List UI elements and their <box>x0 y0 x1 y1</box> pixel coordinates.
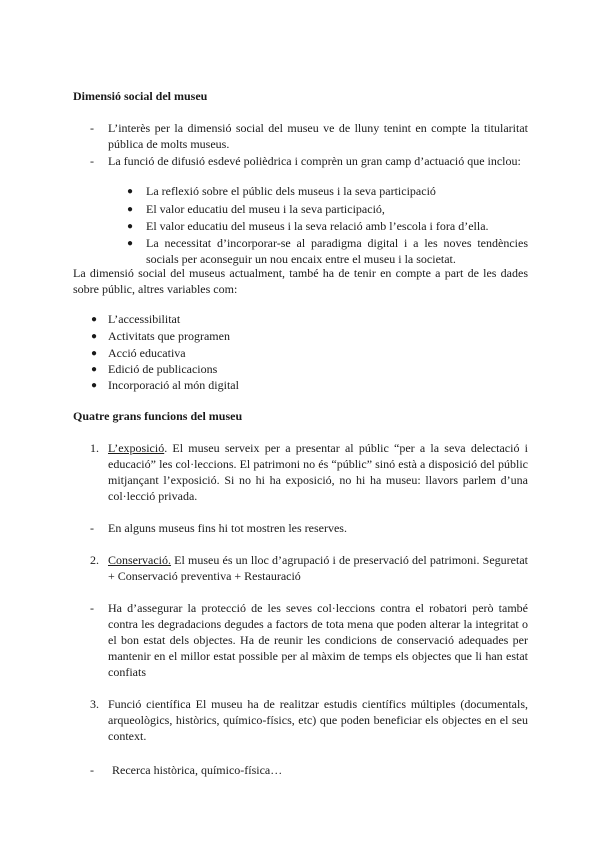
bullet-marker: ● <box>127 221 134 232</box>
bullet-marker: ● <box>127 186 134 197</box>
bullet-marker: ● <box>91 364 98 375</box>
dash-item: La funció de difusió esdevé polièdrica i comprèn un gran camp d’actuació que inclou: <box>108 154 521 168</box>
function-title: L’exposició <box>108 441 165 455</box>
bullet-marker: ● <box>91 348 98 359</box>
section-heading-functions: Quatre grans funcions del museu <box>73 409 243 423</box>
list-item: Edició de publicacions <box>108 362 218 376</box>
list-item: La necessitat d’incorporar-se al paradigma digital i a les noves tendències socials per aconseguir un nou encaix entre el museu i la societat. <box>146 236 528 266</box>
bullet-marker: ● <box>91 380 98 391</box>
list-item: El valor educatiu del museus i la seva relació amb l’escola i fora d’ella. <box>146 219 489 233</box>
dash-marker: - <box>90 154 94 168</box>
paragraph: La dimensió social del museus actualment, també ha de tenir en compte a part de les dades sobre públic, altres variables com: <box>73 266 528 296</box>
function-item: Funció científica El museu ha de realitzar estudis científics múltiples (documentals, arqueològics, històrics, químico-físics, etc) que poden beneficiar els objectes en el seu context. <box>108 697 528 743</box>
dash-item: L’interès per la dimensió social del museu ve de lluny tenint en compte la titularitat pública de molts museus. <box>108 121 528 151</box>
list-number: 3. <box>90 697 99 711</box>
list-number: 2. <box>90 553 99 567</box>
section-heading-social: Dimensió social del museu <box>73 89 208 103</box>
function-title: Conservació. <box>108 553 171 567</box>
dash-marker: - <box>90 521 94 535</box>
list-item: La reflexió sobre el públic dels museus i la seva participació <box>146 184 436 198</box>
function-text: El museu és un lloc d’agrupació i de preservació del patrimoni. Seguretat + Conservació preventiva + Restauració <box>108 553 528 583</box>
bullet-marker: ● <box>91 331 98 342</box>
bullet-marker: ● <box>127 238 134 249</box>
list-number: 1. <box>90 441 99 455</box>
list-item: Acció educativa <box>108 346 186 360</box>
list-item: L’accessibilitat <box>108 312 181 326</box>
list-item: Activitats que programen <box>108 329 230 343</box>
bullet-marker: ● <box>91 314 98 325</box>
list-item: Incorporació al món digital <box>108 378 239 392</box>
function-text: . El museu serveix per a presentar al públic “per a la seva delectació i educació” les col·leccions. El patrimoni no és “públic” sinó està a disposició del públic mitjançant l’exposició. Si no hi ha exposició, no hi ha museu: llavors parlem d’una col·lecció privada. <box>108 441 528 503</box>
dash-marker: - <box>90 601 94 615</box>
bullet-marker: ● <box>127 204 134 215</box>
list-item: El valor educatiu del museu i la seva participació, <box>146 202 385 216</box>
function-item <box>108 552 528 584</box>
dash-item: Recerca històrica, químico-física… <box>112 763 283 777</box>
dash-item: En alguns museus fins hi tot mostren les reserves. <box>108 521 347 535</box>
dash-marker: - <box>90 763 94 777</box>
dash-item: Ha d’assegurar la protecció de les seves col·leccions contra el robatori però també contra les degradacions degudes a factors de tota mena que poden alterar la integritat o el bon estat dels objectes. Ha de reunir les condicions de conservació adequades per mantenir en el millor estat possible per al màxim de temps els objectes que li han estat confiats <box>108 601 528 679</box>
dash-marker: - <box>90 121 94 135</box>
function-item <box>108 440 528 504</box>
